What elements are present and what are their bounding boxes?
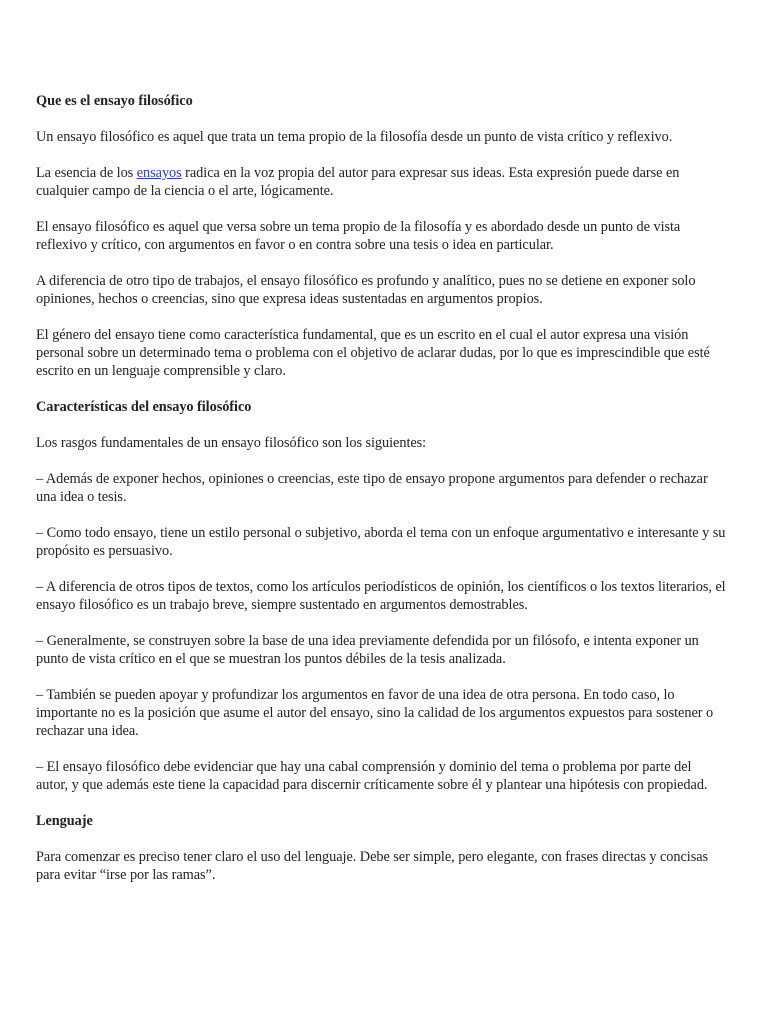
paragraph-esencia-start: La esencia de los (36, 165, 137, 181)
list-item-filosofo: – Generalmente, se construyen sobre la base de una idea previamente defendida por un filósofo, e intenta exponer un punto de vista crítico en el que se muestran los puntos débiles de la tesis analizada. (36, 633, 699, 667)
list-item-tipos-textos: – A diferencia de otros tipos de textos, como los artículos periodísticos de opinión, los científicos o los textos literarios, el ensayo filosófico es un trabajo breve, siempre sustentado en argumentos demostrables. (36, 579, 726, 613)
paragraph-definition: Un ensayo filosófico es aquel que trata un tema propio de la filosofía desde un punto de vista crítico y reflexivo. (36, 129, 673, 145)
paragraph-esencia (36, 164, 726, 200)
paragraph-versa: El ensayo filosófico es aquel que versa sobre un tema propio de la filosofía y es abordado desde un punto de vista reflexivo y crítico, con argumentos en favor o en contra sobre una tesis o idea en particular. (36, 219, 681, 253)
ensayos-link[interactable]: ensayos (136, 165, 182, 181)
document-page (36, 92, 726, 884)
paragraph-genero: El género del ensayo tiene como característica fundamental, que es un escrito en el cual el autor expresa una visión personal sobre un determinado tema o problema con el objetivo de aclarar dudas, por lo que es imprescindible que esté escrito en un lenguaje comprensible y claro. (36, 327, 710, 379)
list-item-estilo: – Como todo ensayo, tiene un estilo personal o subjetivo, aborda el tema con un enfoque argumentativo e interesante y su propósito es persuasivo. (36, 525, 726, 559)
list-item-comprension: – El ensayo filosófico debe evidenciar que hay una cabal comprensión y dominio del tema o problema por parte del autor, y que además este tiene la capacidad para discernir críticamente sobre él y plantear una hipótesis con propiedad. (36, 759, 708, 793)
heading-que-es: Que es el ensayo filosófico (36, 93, 193, 109)
list-item-argumentos: – Además de exponer hechos, opiniones o creencias, este tipo de ensayo propone argumentos para defender o rechazar una idea o tesis. (36, 471, 708, 505)
paragraph-lenguaje: Para comenzar es preciso tener claro el uso del lenguaje. Debe ser simple, pero elegante, con frases directas y concisas para evitar “irse por las ramas”. (36, 849, 709, 883)
heading-lenguaje: Lenguaje (36, 813, 93, 829)
paragraph-diferencia: A diferencia de otro tipo de trabajos, el ensayo filosófico es profundo y analítico, pues no se detiene en exponer solo opiniones, hechos o creencias, sino que expresa ideas sustentadas en argumentos propios. (36, 273, 696, 307)
list-item-apoyar: – También se pueden apoyar y profundizar los argumentos en favor de una idea de otra persona. En todo caso, lo importante no es la posición que asume el autor del ensayo, sino la calidad de los argumentos expuestos para sostener o rechazar una idea. (36, 687, 714, 739)
paragraph-rasgos: Los rasgos fundamentales de un ensayo filosófico son los siguientes: (36, 435, 427, 451)
paragraph-esencia-end: radica en la voz propia del autor para expresar sus ideas. Esta expresión puede darse en cualquier campo de la ciencia o el arte, lógicamente. (36, 165, 680, 199)
heading-caracteristicas: Características del ensayo filosófico (36, 399, 252, 415)
